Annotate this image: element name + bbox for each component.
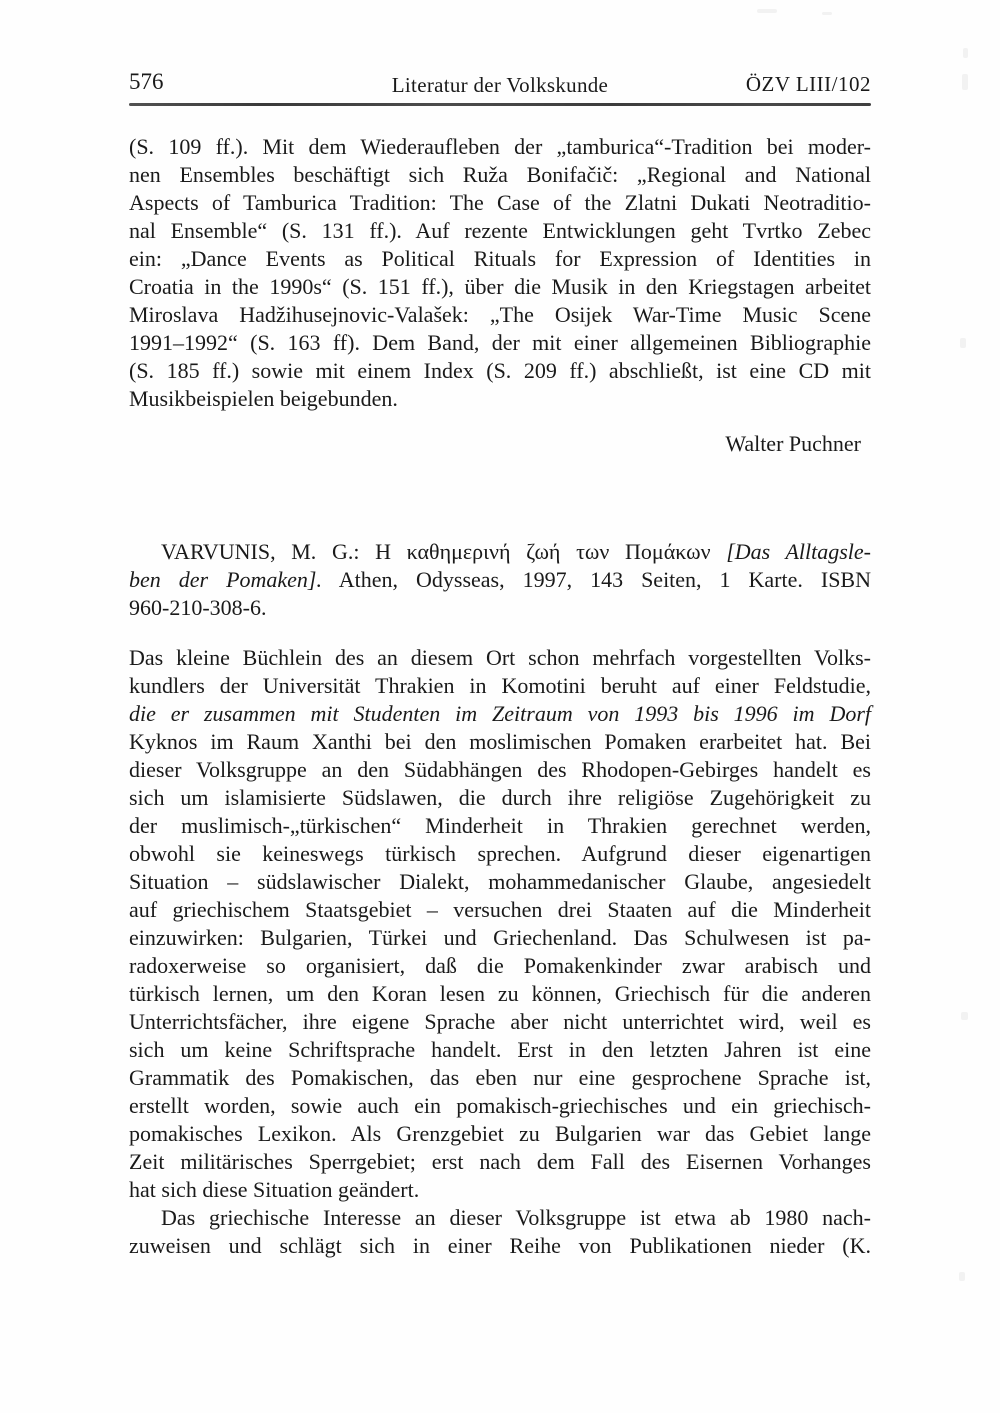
- text-run: pomakisches Lexikon. Als Grenzgebiet zu Bulgarien war das Gebiet lange: [129, 1121, 871, 1146]
- text-run: Grammatik des Pomakischen, das eben nur eine gesprochene Sprache ist,: [129, 1065, 871, 1090]
- text-run: nal Ensemble“ (S. 131 ff.). Auf rezente Entwicklungen geht Tvrtko Zebec: [129, 218, 871, 243]
- journal-section-title: Literatur der Volkskunde: [391, 73, 609, 97]
- text-run: (S. 109 ff.). Mit dem Wiederaufleben der „tamburica“-Tradition bei moder-: [129, 134, 871, 159]
- text-line: [129, 644, 871, 672]
- page-header: [129, 0, 871, 100]
- text-line: [129, 1036, 871, 1064]
- text-run: Croatia in the 1990s“ (S. 151 ff.), über die Musik in den Kriegstagen arbeitet: [129, 274, 871, 299]
- text-line: [129, 700, 871, 728]
- text-run: VARVUNIS, M. G.: Η καθημερινή ζωή των Πομάκων: [161, 539, 727, 564]
- text-line: [129, 1120, 871, 1148]
- text-line: [129, 1176, 871, 1204]
- text-run: sich um keine Schriftsprache handelt. Erst in den letzten Jahren ist eine: [129, 1037, 871, 1062]
- text-line: [129, 868, 871, 896]
- text-run: türkisch lernen, um den Koran lesen zu können, Griechisch für die anderen: [129, 981, 871, 1006]
- scan-artifact: [822, 12, 832, 15]
- text-run: Kyknos im Raum Xanthi bei den moslimischen Pomaken erarbeitet hat. Bei: [129, 729, 871, 754]
- text-line: [129, 980, 871, 1008]
- closing-paragraph: [129, 1204, 871, 1260]
- text-line: [129, 1232, 871, 1260]
- text-run: Miroslava Hadžihusejnovic-Valašek: „The Osijek War-Time Music Scene: [129, 302, 871, 327]
- text-run: 960-210-308-6.: [129, 595, 267, 620]
- text-line: [129, 1092, 871, 1120]
- book-citation-paragraph: [129, 538, 871, 622]
- text-run: Athen, Odysseas, 1997, 143 Seiten, 1 Karte. ISBN: [321, 567, 871, 592]
- text-line: [129, 728, 871, 756]
- text-run: nen Ensembles beschäftigt sich Ruža Bonifačič: „Regional and National: [129, 162, 871, 187]
- text-line: [129, 357, 871, 385]
- text-run: sich um islamisierte Südslawen, die durch ihre religiöse Zugehörigkeit zu: [129, 785, 871, 810]
- review-author-signature: Walter Puchner: [725, 431, 861, 456]
- scan-artifact: [962, 74, 968, 90]
- text-line: [129, 672, 871, 700]
- text-run: Das kleine Büchlein des an diesem Ort schon mehrfach vorgestellten Volks-: [129, 645, 871, 670]
- text-line: [129, 812, 871, 840]
- text-line: [129, 756, 871, 784]
- text-line: [129, 594, 871, 622]
- text-run: auf griechischem Staatsgebiet – versuchen drei Staaten auf die Minderheit: [129, 897, 871, 922]
- text-run: erstellt worden, sowie auch ein pomakisch-griechisches und ein griechisch-: [129, 1093, 871, 1118]
- text-line: [129, 896, 871, 924]
- review-body-paragraph: [129, 644, 871, 1204]
- text-line: [129, 385, 871, 413]
- italic-text-run: die er zusammen mit Studenten im Zeitraum von 1993 bis 1996 im Dorf: [129, 701, 871, 726]
- text-run: dieser Volksgruppe an den Südabhängen des Rhodopen-Gebirges handelt es: [129, 757, 871, 782]
- text-run: zuweisen und schlägt sich in einer Reihe von Publikationen nieder (K.: [129, 1233, 871, 1258]
- text-line: [129, 840, 871, 868]
- text-run: Zeit militärisches Sperrgebiet; erst nach dem Fall des Eisernen Vorhanges: [129, 1149, 871, 1174]
- text-line: [129, 301, 871, 329]
- text-run: der muslimisch-„türkischen“ Minderheit in Thrakien gerechnet werden,: [129, 813, 871, 838]
- text-line: [129, 161, 871, 189]
- text-line: [129, 1204, 871, 1232]
- scan-artifact: [963, 48, 968, 58]
- text-line: [129, 1148, 871, 1176]
- text-run: radoxerweise so organisiert, daß die Pomakenkinder zwar arabisch und: [129, 953, 871, 978]
- scan-artifact: [960, 338, 966, 348]
- text-line: [129, 566, 871, 594]
- italic-text-run: ben der Pomaken].: [129, 567, 322, 592]
- page-number: 576: [129, 69, 164, 94]
- text-run: kundlers der Universität Thrakien in Komotini beruht auf einer Feldstudie,: [129, 673, 871, 698]
- text-run: Das griechische Interesse an dieser Volksgruppe ist etwa ab 1980 nach-: [161, 1205, 871, 1230]
- text-line: [129, 924, 871, 952]
- text-run: Aspects of Tamburica Tradition: The Case of the Zlatni Dukati Neotraditio-: [129, 190, 871, 215]
- scan-artifact: [757, 9, 777, 13]
- text-run: (S. 185 ff.) sowie mit einem Index (S. 209 ff.) abschließt, ist eine CD mit: [129, 358, 871, 383]
- italic-text-run: [Das Alltagsle-: [726, 539, 872, 564]
- text-line: [129, 538, 871, 566]
- text-run: 1991–1992“ (S. 163 ff). Dem Band, der mit einer allgemeinen Bibliographie: [129, 330, 871, 355]
- text-run: ein: „Dance Events as Political Rituals for Expression of Identities in: [129, 246, 871, 271]
- text-line: [129, 1008, 871, 1036]
- text-run: Situation – südslawischer Dialekt, mohammedanischer Glaube, angesiedelt: [129, 869, 871, 894]
- text-line: [129, 273, 871, 301]
- text-block: [129, 0, 871, 1260]
- text-run: hat sich diese Situation geändert.: [129, 1177, 420, 1202]
- text-run: obwohl sie keineswegs türkisch sprechen. Aufgrund dieser eigenartigen: [129, 841, 871, 866]
- text-run: einzuwirken: Bulgarien, Türkei und Griechenland. Das Schulwesen ist pa-: [129, 925, 871, 950]
- text-run: Musikbeispielen beigebunden.: [129, 386, 398, 411]
- text-line: [129, 217, 871, 245]
- review-continuation-paragraph: [129, 133, 871, 413]
- text-line: [129, 133, 871, 161]
- scan-artifact: [959, 1272, 965, 1281]
- issue-label: ÖZV LIII/102: [745, 72, 871, 96]
- text-line: [129, 189, 871, 217]
- text-line: [129, 1064, 871, 1092]
- text-line: [129, 784, 871, 812]
- text-line: [129, 952, 871, 980]
- scan-artifact: [961, 1012, 968, 1020]
- header-rule: [129, 103, 871, 106]
- text-line: [129, 329, 871, 357]
- text-line: [129, 245, 871, 273]
- text-run: Unterrichtsfächer, ihre eigene Sprache aber nicht unterrichtet wird, weil es: [129, 1009, 871, 1034]
